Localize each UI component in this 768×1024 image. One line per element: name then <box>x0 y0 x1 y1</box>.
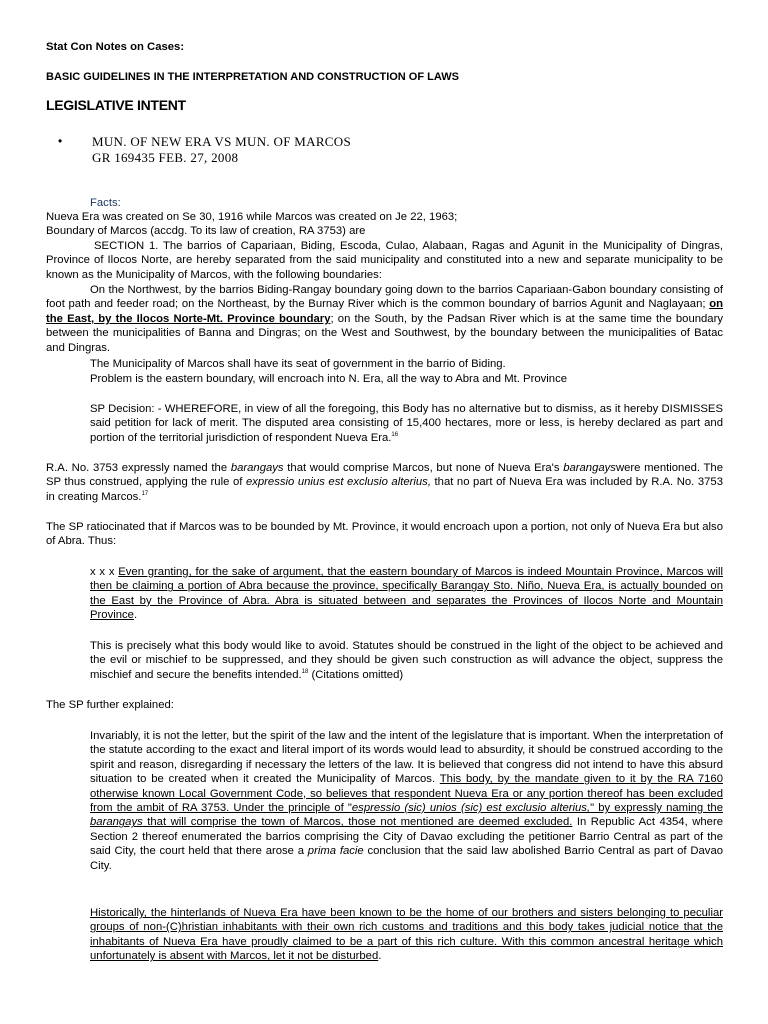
facts-line-1: Nueva Era was created on Se 30, 1916 while Marcos was created on Je 22, 1963; <box>46 211 458 223</box>
facts-line-2: Boundary of Marcos (accdg. To its law of creation, RA 3753) are <box>46 225 366 237</box>
quote3-barangays: barangays <box>90 816 143 829</box>
ra-text-d: that no part of Nueva Era was included by R.A. No. 3753 in creating Marcos. <box>46 476 723 503</box>
quote3-text-c: conclusion that the said law abolished Barrio Central as part of Davao City. <box>90 845 724 872</box>
ra-text-b: that would comprise Marcos, but none of Nueva Era's <box>283 462 564 474</box>
quote1-prefix: x x x <box>90 566 119 578</box>
case-title-line-1: MUN. OF NEW ERA VS MUN. OF MARCOS <box>92 134 351 149</box>
quote-invariably <box>90 729 723 873</box>
footnote-18: 18 <box>301 669 309 676</box>
ra-text-c: were mentioned. The SP thus construed, applying the rule of <box>46 462 723 489</box>
quote1-underlined: Even granting, for the sake of argument, that the eastern boundary of Marcos is indeed Mountain Province, Marcos will then be claiming a portion of Abra because the province, specifically Barangay Sto. Niño, Nueva Era, is actually bounded on the East by the Province of Abra. Abra is situated between and separates the Provinces of Ilocos Norte and Mountain Province <box>90 566 723 622</box>
ra-italic-2: barangays <box>563 462 616 474</box>
ra-text-a: R.A. No. 3753 expressly named the <box>46 462 231 474</box>
boundaries-paragraph <box>46 283 723 355</box>
quote3-prima-facie: prima facie <box>307 845 364 858</box>
quote2-tail: (Citations omitted) <box>308 668 404 681</box>
case-title-line-2: GR 169435 FEB. 27, 2008 <box>92 150 239 165</box>
quote3-underlined-1: This body, by the mandate given to it by the RA 7160 otherwise known Local Government Code, so believes that respondent Nueva Era or any portion thereof has been excluded from the ambit of RA 3753. Under the principle of " <box>90 773 723 815</box>
seat-of-government: The Municipality of Marcos shall have its seat of government in the barrio of Biding. <box>90 358 506 370</box>
quote4-underlined: Historically, the hinterlands of Nueva Era have been known to be the home of our brothers and sisters belonging to peculiar groups of non-(C)hristian inhabitants with their own rich customs and traditions and this body takes judicial notice that the inhabitants of Nueva Era have proudly claimed to be a part of this rich culture. With this common ancestral heritage which unfortunately is absent with Marcos, let it not be disturbed <box>90 907 723 963</box>
quote3-text-a: Invariably, it is not the letter, but the spirit of the law and the intent of the legislature that is important. When the interpretation of the statute according to the exact and literal import of its words would lead to absurdity, it should be construed according to the spirit and reason, disregarding if necessary the letters of the law. It is believed that congress did not intend to have this absurd situation to be created when it created the Municipality of Marcos. <box>90 730 723 786</box>
sp-decision-text: SP Decision: - WHEREFORE, in view of all the foregoing, this Body has no alternative but to dismiss, as it hereby DISMISSES said petition for lack of merit. The disputed area consisting of 15,400 hectares, more or less, is hereby declared as part and portion of the territorial jurisdiction of respondent Nueva Era. <box>90 403 723 444</box>
ra-3753-paragraph <box>46 461 723 504</box>
ra-italic-3: expressio unius est exclusio alterius, <box>245 476 431 489</box>
boundaries-text-a: On the Northwest, by the barrios Biding-Rangay boundary going down to the barrios Capariaan-Gabon boundary consisting of foot path and feeder road; on the Northeast, by the Burnay River which is the common boundary of barrios Agunit and Naglayaan; <box>46 284 723 311</box>
ra-italic-1: barangays <box>230 462 284 474</box>
east-boundary-text: on the East, by the Ilocos Norte-Mt. Province boundary <box>46 298 723 325</box>
bullet-icon: • <box>58 134 63 148</box>
quote-precisely <box>90 639 723 682</box>
quote3-latin-maxim: espressio (sic) unios (sic) est exclusio alterius, <box>351 802 591 815</box>
quote3-underlined-2: " by expressly naming the <box>590 802 723 815</box>
quote4-suffix: . <box>378 950 382 963</box>
footnote-16: 16 <box>391 432 399 439</box>
subject-heading: BASIC GUIDELINES IN THE INTERPRETATION AND CONSTRUCTION OF LAWS <box>46 71 459 83</box>
quote1-suffix: . <box>133 609 138 622</box>
boundaries-text-b: ; on the South, by the Padsan River which is at the same time the boundary between the municipalities of Banna and Dingras; on the West and Southwest, by the boundary between the municipalities of Batac and Dingras. <box>46 312 723 354</box>
quote-historically <box>90 906 723 964</box>
quote3-underlined-3: that will comprise the town of Marcos, those not mentioned are deemed excluded. <box>142 816 573 829</box>
sp-ratiocinated-paragraph: The SP ratiocinated that if Marcos was to be bounded by Mt. Province, it would encroach upon a portion, not only of Nueva Era but also of Abra. Thus: <box>46 521 723 548</box>
section-title: LEGISLATIVE INTENT <box>46 97 186 113</box>
section-1-paragraph: SECTION 1. The barrios of Capariaan, Biding, Escoda, Culao, Alabaan, Ragas and Agunit in the Municipality of Dingras, Province of Ilocos Norte, are hereby separated from the said municipality and constituted into a new and separate municipality to be known as the Municipality of Marcos, with the following boundaries: <box>46 240 723 281</box>
sp-decision <box>90 402 723 445</box>
doc-heading: Stat Con Notes on Cases: <box>46 41 185 53</box>
footnote-17: 17 <box>141 491 149 498</box>
quote3-text-b: In Republic Act 4354, where Section 2 thereof enumerated the barrios comprising the City of Davao excluding the petitioner Barrio Central as part of the said City, the court held that there arose a <box>90 816 724 858</box>
facts-label: Facts: <box>90 197 121 209</box>
sp-further-explained: The SP further explained: <box>46 699 174 711</box>
quote2-text: This is precisely what this body would like to avoid. Statutes should be construed in the light of the object to be achieved and the evil or mischief to be suppressed, and they should be given such construction as will advance the object, suppress the mischief and secure the benefits intended. <box>90 640 723 681</box>
problem-statement: Problem is the eastern boundary, will encroach into N. Era, all the way to Abra and Mt. Province <box>90 373 568 385</box>
quote-even-granting <box>90 565 723 623</box>
